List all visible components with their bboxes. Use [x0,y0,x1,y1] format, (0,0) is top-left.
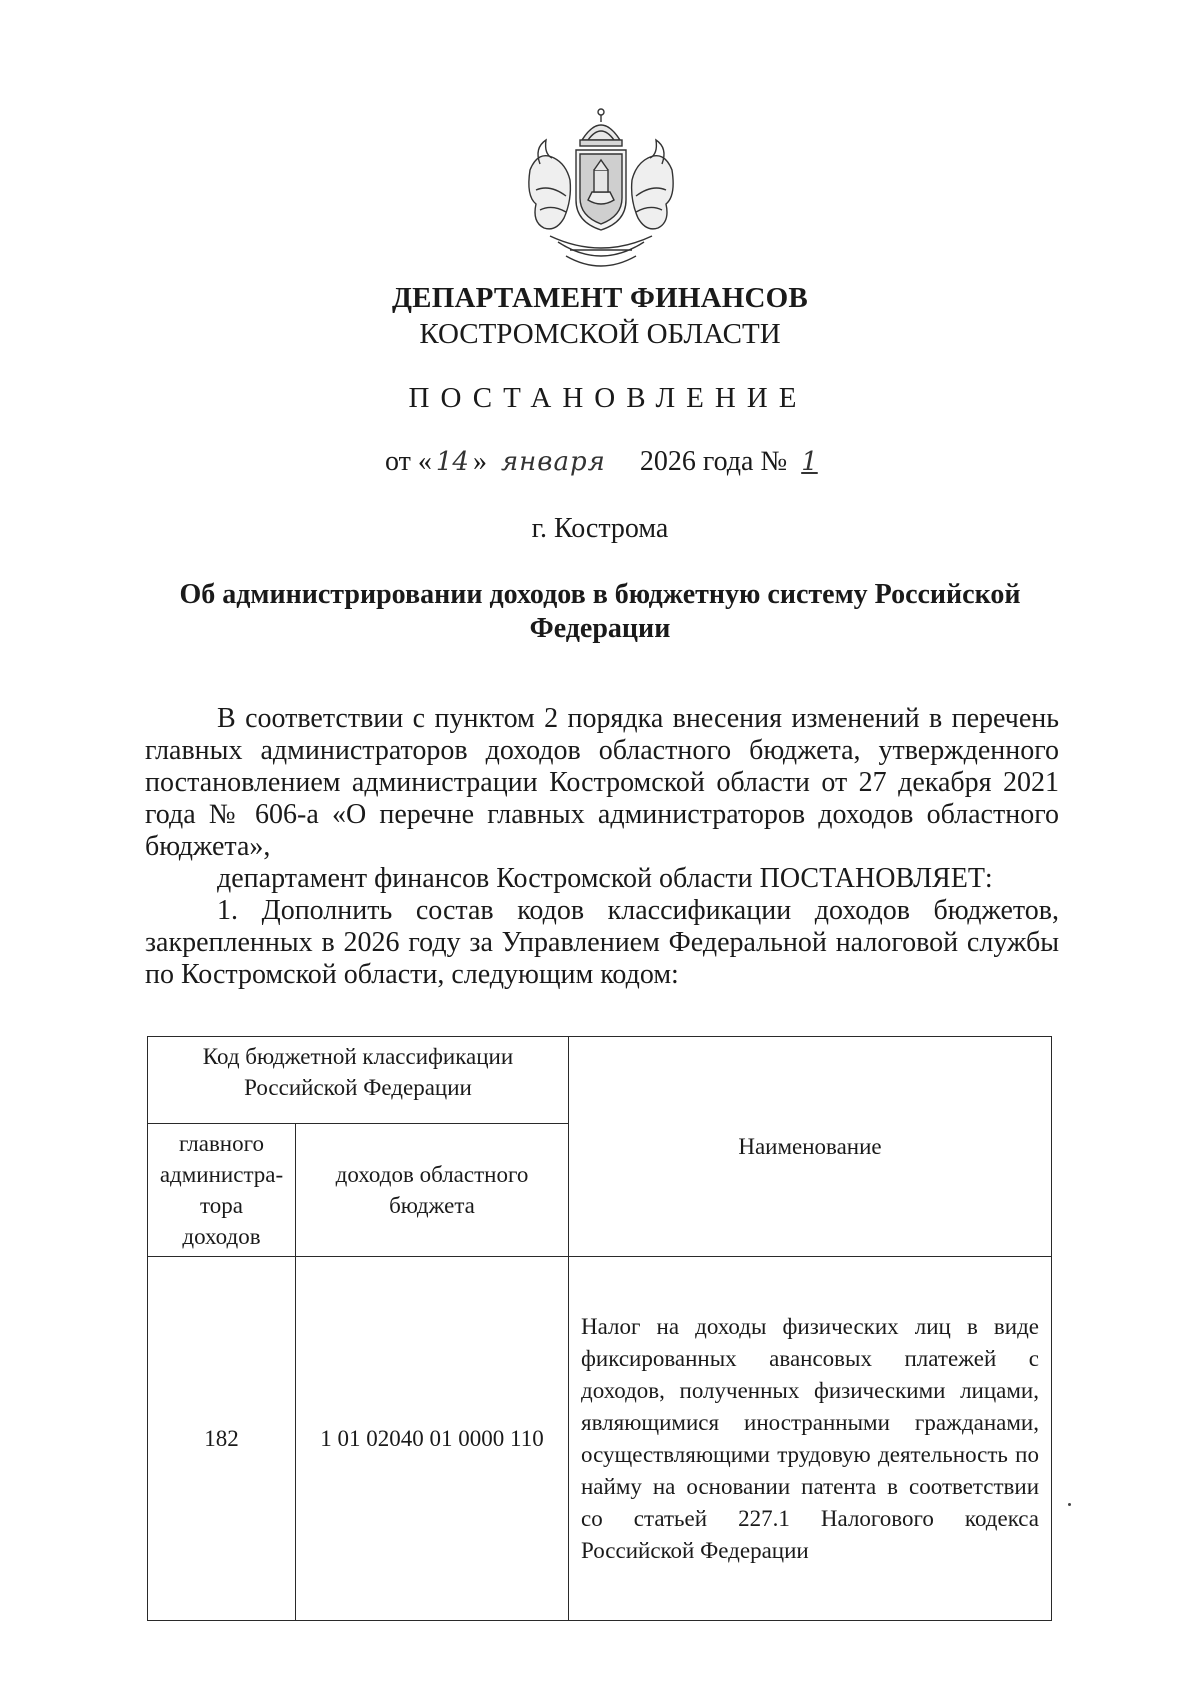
document-body [145,703,1059,991]
handwritten-doc-number: 1 [801,447,818,477]
resolution-paragraph: департамент финансов Костромской области ПОСТАНОВЛЯЕТ: [217,863,993,894]
cell-admin-code: 182 [148,1257,296,1621]
scan-speck [1068,1503,1071,1506]
table-header-income: доходов областного бюджета [296,1124,569,1257]
table-row [148,1257,1052,1621]
cell-income-name: Налог на доходы физических лиц в виде фиксированных авансовых платежей с доходов, полученных физическими лицами, являющимися иностранными гражданами, осуществляющими трудовую деятельность по найму на основании патента в соответствии со статьей 227.1 Налогового кодекса Российской Федерации [569,1257,1052,1621]
preamble-paragraph: В соответствии с пунктом 2 порядка внесения изменений в перечень главных администраторов доходов областного бюджета, утвержденного постановлением администрации Костромской области от 27 декабря 2021 года № 606-а «О перечне главных администраторов доходов областного бюджета», [145,703,1059,862]
budget-code-table [147,1036,1052,1621]
table-header-admin: главного администра- тора доходов [148,1124,296,1257]
coat-of-arms-emblem [510,100,692,280]
handwritten-day: 14 [435,447,469,477]
department-name: ДЕПАРТАМЕНТ ФИНАНСОВ [392,282,808,314]
date-number-line [385,446,818,478]
table-group-header: Код бюджетной классификации Российской Федерации [148,1037,569,1124]
table-header-name: Наименование [569,1037,1052,1257]
handwritten-month: января [500,447,606,477]
document-type: ПОСТАНОВЛЕНИЕ [408,382,808,414]
region-name: КОСТРОМСКОЙ ОБЛАСТИ [419,318,781,350]
document-title: Об администрировании доходов в бюджетную систему Российской Федерации [179,579,1021,644]
year-number-label: 2026 года № [639,446,788,477]
cell-income-code: 1 01 02040 01 0000 110 [296,1257,569,1621]
clause-1-paragraph: 1. Дополнить состав кодов классификации доходов бюджетов, закрепленных в 2026 году за Управлением Федеральной налоговой службы по Костромской области, следующим кодом: [145,895,1059,990]
date-mid: » [472,446,487,477]
city-name: г. Кострома [531,513,669,544]
date-prefix: от « [385,446,432,477]
